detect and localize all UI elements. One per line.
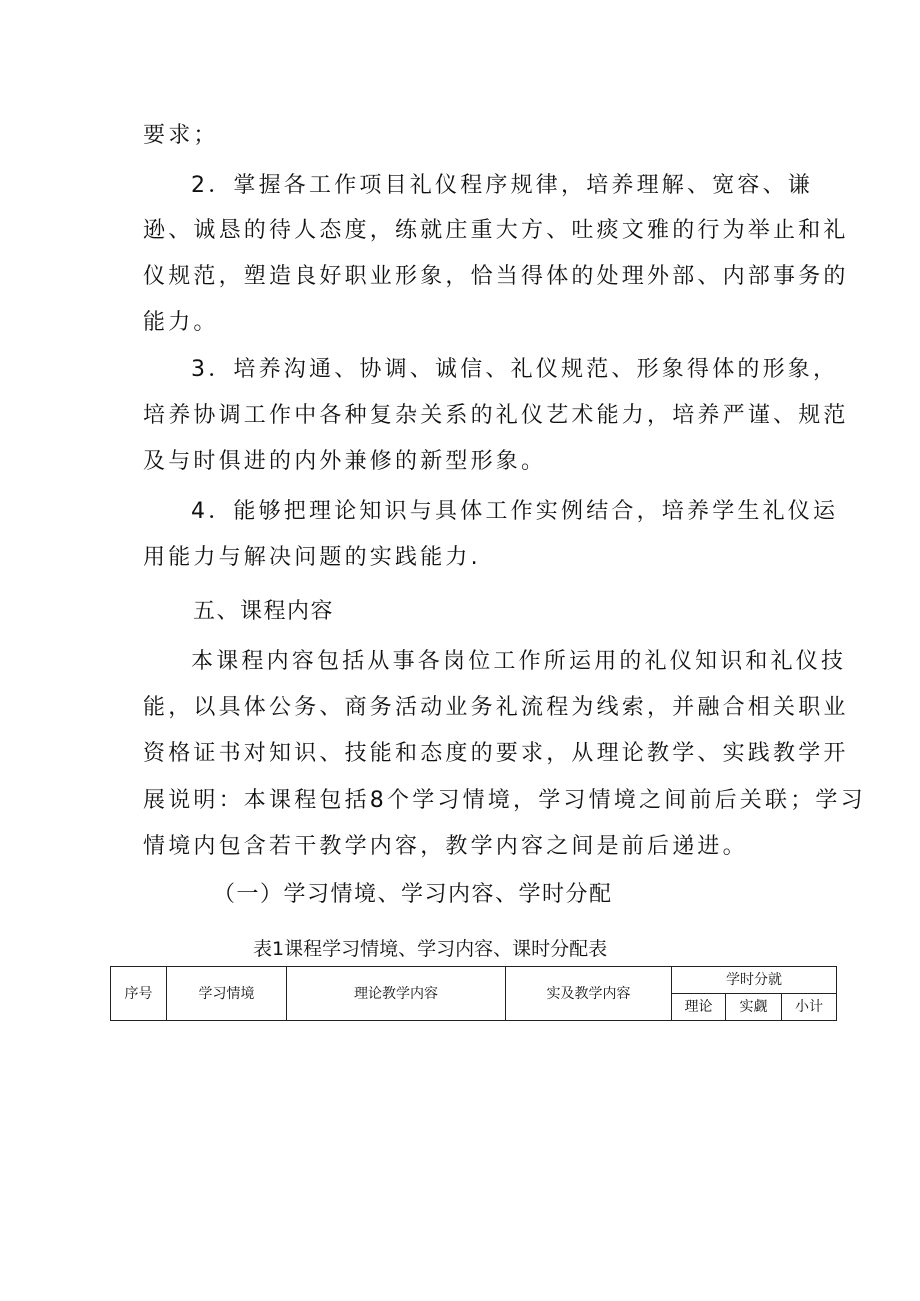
paragraph-line: 资格证书对知识、技能和态度的要求，从理论教学、实践教学开 [143, 741, 849, 766]
body-line: 逊、诚恳的待人态度，练就庄重大方、吐痰文雅的行为举止和礼 [143, 218, 849, 243]
course-allocation-table [110, 966, 837, 1021]
paragraph-line: 展说明：本课程包括8个学习情境，学习情境之间前后关联；学习 [143, 788, 866, 813]
header-practice-hours: 实觑 [726, 994, 782, 1021]
paragraph-line: 情境内包含若干教学内容，教学内容之间是前后递进。 [143, 834, 748, 859]
body-line: 及与时俱进的内外兼修的新型形象。 [143, 449, 547, 474]
body-line: 2．掌握各工作项目礼仪程序规律，培养理解、宽容、谦 [191, 173, 813, 198]
subsection-title: （一）学习情境、学习内容、学时分配 [213, 882, 613, 907]
body-line: 仪规范，塑造良好职业形象，恰当得体的处理外部、内部事务的 [143, 264, 849, 289]
body-line: 用能力与解决问题的实践能力. [143, 545, 481, 570]
body-line: 要求； [143, 123, 219, 148]
header-theory-hours: 理论 [672, 994, 726, 1021]
body-line: 3．培养沟通、协调、诚信、礼仪规范、形象得体的形象， [191, 357, 839, 382]
header-index: 序号 [111, 967, 167, 1021]
header-practice-content: 实及教学内容 [506, 967, 672, 1021]
header-situation: 学习情境 [167, 967, 287, 1021]
table-header-row [111, 967, 837, 994]
section-title: 五、课程内容 [193, 599, 335, 624]
paragraph-line: 能，以具体公务、商务活动业务礼流程为线索，并融合相关职业 [143, 695, 849, 720]
body-line: 培养协调工作中各种复杂关系的礼仪艺术能力，培养严谨、规范 [143, 403, 849, 428]
header-subtotal: 小计 [782, 994, 837, 1021]
header-hours-group: 学时分就 [672, 967, 837, 994]
header-theory-content: 理论教学内容 [287, 967, 506, 1021]
paragraph-line: 本课程内容包括从事各岗位工作所运用的礼仪知识和礼仪技 [191, 649, 847, 674]
body-line: 4．能够把理论知识与具体工作实例结合，培养学生礼仪运 [191, 499, 839, 524]
body-line: 能力。 [143, 310, 219, 335]
table-caption: 表1课程学习情境、学习内容、课时分配表 [253, 938, 608, 960]
